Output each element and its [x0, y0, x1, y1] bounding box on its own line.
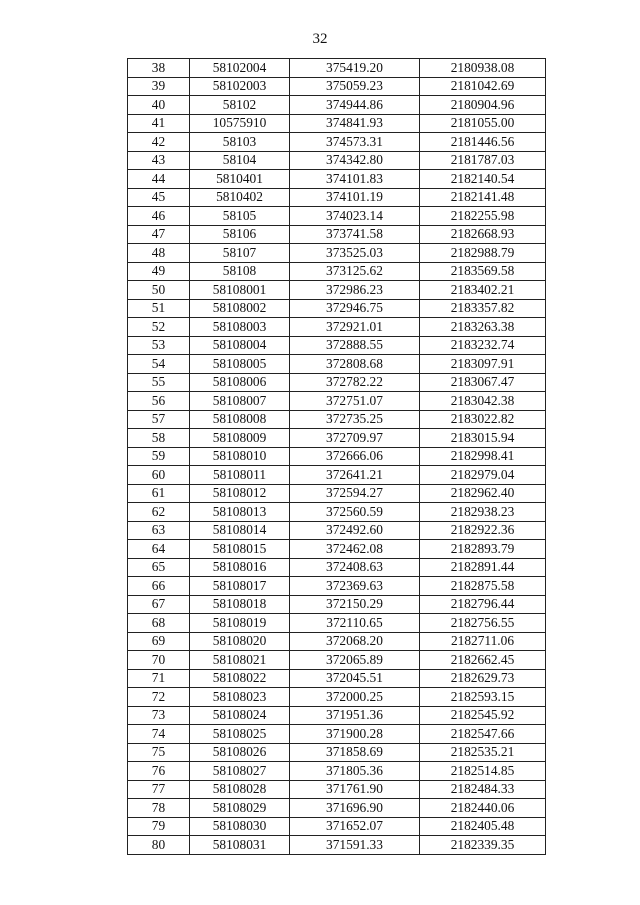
point-id-cell: 5810401	[190, 170, 290, 189]
x-coordinate-cell: 375059.23	[290, 77, 420, 96]
point-id-cell: 58106	[190, 225, 290, 244]
point-id-cell: 58108017	[190, 577, 290, 596]
x-coordinate-cell: 372808.68	[290, 355, 420, 374]
point-id-cell: 58108008	[190, 410, 290, 429]
row-number-cell: 59	[128, 447, 190, 466]
y-coordinate-cell: 2182988.79	[420, 244, 546, 263]
table-row	[128, 151, 546, 170]
row-number-cell: 64	[128, 540, 190, 559]
row-number-cell: 68	[128, 614, 190, 633]
x-coordinate-cell: 372888.55	[290, 336, 420, 355]
table-row	[128, 447, 546, 466]
point-id-cell: 58108020	[190, 632, 290, 651]
table-row	[128, 706, 546, 725]
point-id-cell: 58107	[190, 244, 290, 263]
x-coordinate-cell: 372782.22	[290, 373, 420, 392]
row-number-cell: 57	[128, 410, 190, 429]
point-id-cell: 58108	[190, 262, 290, 281]
row-number-cell: 62	[128, 503, 190, 522]
row-number-cell: 70	[128, 651, 190, 670]
row-number-cell: 44	[128, 170, 190, 189]
y-coordinate-cell: 2182962.40	[420, 484, 546, 503]
x-coordinate-cell: 374101.19	[290, 188, 420, 207]
x-coordinate-cell: 372641.21	[290, 466, 420, 485]
x-coordinate-cell: 371805.36	[290, 762, 420, 781]
point-id-cell: 58108025	[190, 725, 290, 744]
y-coordinate-cell: 2182668.93	[420, 225, 546, 244]
x-coordinate-cell: 372666.06	[290, 447, 420, 466]
y-coordinate-cell: 2183097.91	[420, 355, 546, 374]
x-coordinate-cell: 372560.59	[290, 503, 420, 522]
table-row	[128, 429, 546, 448]
y-coordinate-cell: 2182662.45	[420, 651, 546, 670]
point-id-cell: 58108015	[190, 540, 290, 559]
table-row	[128, 355, 546, 374]
y-coordinate-cell: 2183569.58	[420, 262, 546, 281]
point-id-cell: 58103	[190, 133, 290, 152]
row-number-cell: 46	[128, 207, 190, 226]
x-coordinate-cell: 371652.07	[290, 817, 420, 836]
x-coordinate-cell: 372065.89	[290, 651, 420, 670]
x-coordinate-cell: 373741.58	[290, 225, 420, 244]
x-coordinate-cell: 375419.20	[290, 59, 420, 78]
x-coordinate-cell: 372150.29	[290, 595, 420, 614]
y-coordinate-cell: 2182998.41	[420, 447, 546, 466]
table-row	[128, 762, 546, 781]
x-coordinate-cell: 374101.83	[290, 170, 420, 189]
row-number-cell: 60	[128, 466, 190, 485]
point-id-cell: 10575910	[190, 114, 290, 133]
row-number-cell: 80	[128, 836, 190, 855]
point-id-cell: 58108006	[190, 373, 290, 392]
row-number-cell: 40	[128, 96, 190, 115]
y-coordinate-cell: 2183042.38	[420, 392, 546, 411]
point-id-cell: 58108013	[190, 503, 290, 522]
table-row	[128, 336, 546, 355]
x-coordinate-cell: 372369.63	[290, 577, 420, 596]
point-id-cell: 5810402	[190, 188, 290, 207]
point-id-cell: 58108012	[190, 484, 290, 503]
table-row	[128, 373, 546, 392]
row-number-cell: 39	[128, 77, 190, 96]
row-number-cell: 50	[128, 281, 190, 300]
table-body	[128, 59, 546, 855]
x-coordinate-cell: 374342.80	[290, 151, 420, 170]
point-id-cell: 58108014	[190, 521, 290, 540]
row-number-cell: 71	[128, 669, 190, 688]
x-coordinate-cell: 372492.60	[290, 521, 420, 540]
table-row	[128, 503, 546, 522]
table-row	[128, 632, 546, 651]
row-number-cell: 53	[128, 336, 190, 355]
x-coordinate-cell: 374944.86	[290, 96, 420, 115]
table-row	[128, 688, 546, 707]
point-id-cell: 58108029	[190, 799, 290, 818]
point-id-cell: 58108023	[190, 688, 290, 707]
table-row	[128, 318, 546, 337]
table-row	[128, 392, 546, 411]
point-id-cell: 58108019	[190, 614, 290, 633]
y-coordinate-cell: 2182756.55	[420, 614, 546, 633]
y-coordinate-cell: 2183015.94	[420, 429, 546, 448]
row-number-cell: 38	[128, 59, 190, 78]
row-number-cell: 42	[128, 133, 190, 152]
row-number-cell: 47	[128, 225, 190, 244]
row-number-cell: 63	[128, 521, 190, 540]
y-coordinate-cell: 2181055.00	[420, 114, 546, 133]
x-coordinate-cell: 371591.33	[290, 836, 420, 855]
point-id-cell: 58108031	[190, 836, 290, 855]
y-coordinate-cell: 2183067.47	[420, 373, 546, 392]
y-coordinate-cell: 2182141.48	[420, 188, 546, 207]
table-row	[128, 651, 546, 670]
table-row	[128, 836, 546, 855]
x-coordinate-cell: 371900.28	[290, 725, 420, 744]
point-id-cell: 58104	[190, 151, 290, 170]
row-number-cell: 56	[128, 392, 190, 411]
y-coordinate-cell: 2182547.66	[420, 725, 546, 744]
y-coordinate-cell: 2182938.23	[420, 503, 546, 522]
table-row	[128, 540, 546, 559]
table-row	[128, 188, 546, 207]
point-id-cell: 58108004	[190, 336, 290, 355]
x-coordinate-cell: 372408.63	[290, 558, 420, 577]
row-number-cell: 43	[128, 151, 190, 170]
y-coordinate-cell: 2182922.36	[420, 521, 546, 540]
row-number-cell: 66	[128, 577, 190, 596]
x-coordinate-cell: 372000.25	[290, 688, 420, 707]
y-coordinate-cell: 2182796.44	[420, 595, 546, 614]
row-number-cell: 73	[128, 706, 190, 725]
point-id-cell: 58108009	[190, 429, 290, 448]
table-row	[128, 484, 546, 503]
y-coordinate-cell: 2183232.74	[420, 336, 546, 355]
row-number-cell: 72	[128, 688, 190, 707]
y-coordinate-cell: 2182440.06	[420, 799, 546, 818]
row-number-cell: 76	[128, 762, 190, 781]
y-coordinate-cell: 2182140.54	[420, 170, 546, 189]
x-coordinate-cell: 372045.51	[290, 669, 420, 688]
x-coordinate-cell: 371696.90	[290, 799, 420, 818]
table-row	[128, 77, 546, 96]
table-row	[128, 466, 546, 485]
row-number-cell: 48	[128, 244, 190, 263]
row-number-cell: 78	[128, 799, 190, 818]
table-row	[128, 595, 546, 614]
row-number-cell: 49	[128, 262, 190, 281]
y-coordinate-cell: 2180904.96	[420, 96, 546, 115]
table-row	[128, 799, 546, 818]
table-row	[128, 743, 546, 762]
y-coordinate-cell: 2182875.58	[420, 577, 546, 596]
table-row	[128, 207, 546, 226]
row-number-cell: 45	[128, 188, 190, 207]
y-coordinate-cell: 2182514.85	[420, 762, 546, 781]
point-id-cell: 58108026	[190, 743, 290, 762]
row-number-cell: 41	[128, 114, 190, 133]
row-number-cell: 51	[128, 299, 190, 318]
row-number-cell: 77	[128, 780, 190, 799]
row-number-cell: 69	[128, 632, 190, 651]
table-row	[128, 521, 546, 540]
point-id-cell: 58108003	[190, 318, 290, 337]
y-coordinate-cell: 2182593.15	[420, 688, 546, 707]
x-coordinate-cell: 372921.01	[290, 318, 420, 337]
table-row	[128, 780, 546, 799]
row-number-cell: 58	[128, 429, 190, 448]
point-id-cell: 58108024	[190, 706, 290, 725]
table-row	[128, 614, 546, 633]
row-number-cell: 65	[128, 558, 190, 577]
point-id-cell: 58108027	[190, 762, 290, 781]
x-coordinate-cell: 372068.20	[290, 632, 420, 651]
table-row	[128, 170, 546, 189]
row-number-cell: 52	[128, 318, 190, 337]
y-coordinate-cell: 2182891.44	[420, 558, 546, 577]
row-number-cell: 67	[128, 595, 190, 614]
table-row	[128, 244, 546, 263]
y-coordinate-cell: 2180938.08	[420, 59, 546, 78]
y-coordinate-cell: 2183357.82	[420, 299, 546, 318]
point-id-cell: 58102	[190, 96, 290, 115]
row-number-cell: 54	[128, 355, 190, 374]
point-id-cell: 58108007	[190, 392, 290, 411]
row-number-cell: 61	[128, 484, 190, 503]
x-coordinate-cell: 371761.90	[290, 780, 420, 799]
point-id-cell: 58108030	[190, 817, 290, 836]
point-id-cell: 58108001	[190, 281, 290, 300]
table-row	[128, 59, 546, 78]
x-coordinate-cell: 372946.75	[290, 299, 420, 318]
y-coordinate-cell: 2182893.79	[420, 540, 546, 559]
row-number-cell: 75	[128, 743, 190, 762]
table-row	[128, 262, 546, 281]
x-coordinate-cell: 372986.23	[290, 281, 420, 300]
row-number-cell: 74	[128, 725, 190, 744]
x-coordinate-cell: 374841.93	[290, 114, 420, 133]
y-coordinate-cell: 2181787.03	[420, 151, 546, 170]
y-coordinate-cell: 2182535.21	[420, 743, 546, 762]
point-id-cell: 58102004	[190, 59, 290, 78]
y-coordinate-cell: 2182405.48	[420, 817, 546, 836]
y-coordinate-cell: 2182484.33	[420, 780, 546, 799]
point-id-cell: 58102003	[190, 77, 290, 96]
point-id-cell: 58105	[190, 207, 290, 226]
x-coordinate-cell: 371951.36	[290, 706, 420, 725]
x-coordinate-cell: 372594.27	[290, 484, 420, 503]
row-number-cell: 55	[128, 373, 190, 392]
x-coordinate-cell: 372709.97	[290, 429, 420, 448]
y-coordinate-cell: 2182545.92	[420, 706, 546, 725]
y-coordinate-cell: 2182979.04	[420, 466, 546, 485]
x-coordinate-cell: 372751.07	[290, 392, 420, 411]
y-coordinate-cell: 2181446.56	[420, 133, 546, 152]
point-id-cell: 58108018	[190, 595, 290, 614]
table-row	[128, 817, 546, 836]
x-coordinate-cell: 372735.25	[290, 410, 420, 429]
table-row	[128, 133, 546, 152]
x-coordinate-cell: 372110.65	[290, 614, 420, 633]
y-coordinate-cell: 2182711.06	[420, 632, 546, 651]
point-id-cell: 58108028	[190, 780, 290, 799]
point-id-cell: 58108011	[190, 466, 290, 485]
point-id-cell: 58108005	[190, 355, 290, 374]
y-coordinate-cell: 2182339.35	[420, 836, 546, 855]
coordinates-table	[127, 58, 546, 855]
y-coordinate-cell: 2183022.82	[420, 410, 546, 429]
table-row	[128, 225, 546, 244]
point-id-cell: 58108016	[190, 558, 290, 577]
x-coordinate-cell: 372462.08	[290, 540, 420, 559]
y-coordinate-cell: 2183402.21	[420, 281, 546, 300]
x-coordinate-cell: 373525.03	[290, 244, 420, 263]
point-id-cell: 58108022	[190, 669, 290, 688]
table-row	[128, 410, 546, 429]
point-id-cell: 58108002	[190, 299, 290, 318]
page-number: 32	[312, 31, 328, 47]
table-row	[128, 96, 546, 115]
table-row	[128, 669, 546, 688]
table-row	[128, 577, 546, 596]
table-row	[128, 281, 546, 300]
x-coordinate-cell: 374573.31	[290, 133, 420, 152]
table-row	[128, 558, 546, 577]
x-coordinate-cell: 371858.69	[290, 743, 420, 762]
x-coordinate-cell: 374023.14	[290, 207, 420, 226]
point-id-cell: 58108021	[190, 651, 290, 670]
point-id-cell: 58108010	[190, 447, 290, 466]
y-coordinate-cell: 2182629.73	[420, 669, 546, 688]
y-coordinate-cell: 2181042.69	[420, 77, 546, 96]
y-coordinate-cell: 2183263.38	[420, 318, 546, 337]
table-row	[128, 725, 546, 744]
table-row	[128, 114, 546, 133]
row-number-cell: 79	[128, 817, 190, 836]
y-coordinate-cell: 2182255.98	[420, 207, 546, 226]
x-coordinate-cell: 373125.62	[290, 262, 420, 281]
table-row	[128, 299, 546, 318]
